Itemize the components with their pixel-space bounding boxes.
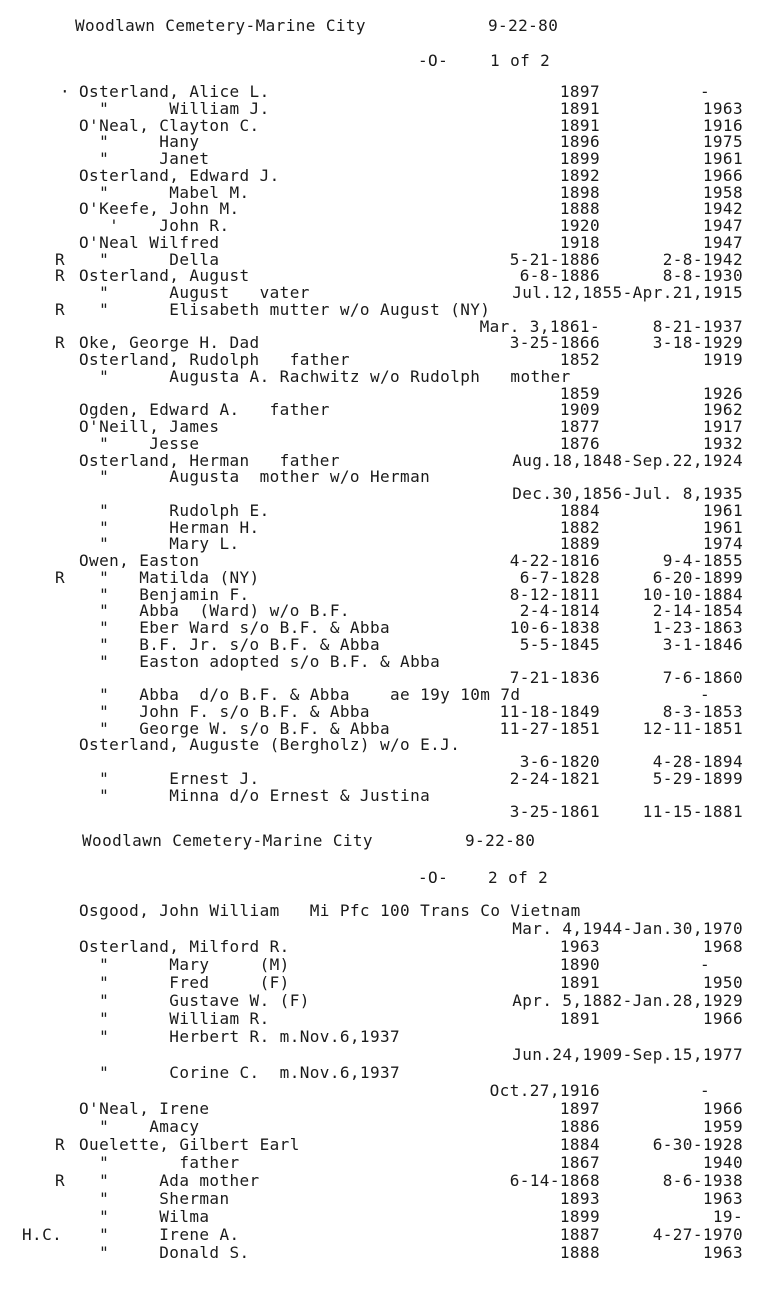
entry-death: 1962 <box>702 400 743 420</box>
page1-entry-row <box>0 334 765 351</box>
entry-marker: R <box>55 1171 66 1190</box>
page2-page-label: 2 of 2 <box>488 868 549 887</box>
page2-entry-row <box>0 1064 765 1081</box>
entry-birth: 1867 <box>559 1153 600 1172</box>
page1-header-date: 9-22-80 <box>488 16 559 35</box>
entry-birth: 1899 <box>559 149 600 168</box>
entry-name: " Amacy <box>79 1117 200 1136</box>
entry-death: 1942 <box>702 199 743 219</box>
page1-entry-row <box>0 770 765 787</box>
entry-name: Osterland, Auguste (Bergholz) w/o E.J. <box>79 735 461 755</box>
page1-entry-row <box>0 636 765 653</box>
entry-birth: 6-14-1868 <box>509 1171 600 1190</box>
entry-death: 4-27-1970 <box>652 1225 743 1244</box>
entry-death: 1966 <box>702 165 743 185</box>
entry-birth: 1891 <box>559 1009 600 1028</box>
entry-birth: Mar. 3,1861- <box>479 316 600 336</box>
entry-name: " Abba (Ward) w/o B.F. <box>79 601 350 621</box>
entry-birth: 1876 <box>559 433 600 453</box>
page1-entry-row <box>0 251 765 268</box>
entry-name: " Elisabeth mutter w/o August (NY) <box>79 299 491 319</box>
entry-death: - <box>699 955 710 974</box>
entry-death: 8-8-1930 <box>662 266 743 286</box>
entry-name: " Minna d/o Ernest & Justina <box>79 785 431 805</box>
page2-header-date: 9-22-80 <box>465 831 536 850</box>
entry-death: 1961 <box>702 149 743 168</box>
page1-entry-row <box>0 267 765 284</box>
entry-birth: 5-5-1845 <box>519 634 600 654</box>
entry-name: Ogden, Edward A. father <box>79 400 330 420</box>
page1-entry-row <box>0 519 765 536</box>
entry-death: 1-23-1863 <box>652 618 743 637</box>
entry-name: " George W. s/o B.F. & Abba <box>79 718 391 738</box>
entry-birth: 1884 <box>559 500 600 520</box>
entry-birth: 2-24-1821 <box>509 768 600 788</box>
page1-entry-row <box>0 803 765 820</box>
page1-entry-row <box>0 703 765 720</box>
entry-birth: 2-4-1814 <box>519 601 600 621</box>
entry-birth: 1888 <box>559 1243 600 1262</box>
entry-marker: R <box>55 299 66 319</box>
page1-entry-row <box>0 552 765 569</box>
entry-death: 1975 <box>702 132 743 152</box>
page1-entry-row <box>0 787 765 804</box>
entry-name: " Ada mother <box>79 1171 260 1190</box>
entry-birth: Jun.24,1909-Sep.15,1977 <box>512 1045 743 1064</box>
entry-death: 1961 <box>702 517 743 537</box>
entry-birth: 3-6-1820 <box>519 752 600 771</box>
page2-entry-row <box>0 1082 765 1099</box>
entry-death: 1963 <box>702 1189 743 1208</box>
entry-birth: 1889 <box>559 534 600 554</box>
entry-name: " Corine C. m.Nov.6,1937 <box>79 1063 401 1082</box>
entry-birth: Mar. 4,1944-Jan.30,1970 <box>512 919 743 938</box>
entry-birth: 1886 <box>559 1117 600 1136</box>
page1-entry-row <box>0 184 765 201</box>
entry-name: " Mary (M) <box>79 955 290 974</box>
entry-name: " Wilma <box>79 1207 210 1226</box>
entry-birth: 1897 <box>559 82 600 101</box>
entry-death: 1963 <box>702 1243 743 1262</box>
entry-death: 5-29-1899 <box>652 768 743 788</box>
page1-entry-row <box>0 602 765 619</box>
entry-birth: Dec.30,1856-Jul. 8,1935 <box>512 484 743 503</box>
page2-entry-row <box>0 992 765 1009</box>
page1-page-label: 1 of 2 <box>490 51 551 70</box>
entry-name: " B.F. Jr. s/o B.F. & Abba <box>79 634 380 654</box>
entry-death: 12-11-1851 <box>642 718 743 738</box>
page2-entry-row <box>0 1190 765 1207</box>
entry-birth: 11-18-1849 <box>499 701 600 721</box>
page1-entry-row <box>0 318 765 335</box>
entry-name: " John F. s/o B.F. & Abba <box>79 701 370 721</box>
page1-entry-row <box>0 284 765 301</box>
page1-entry-row <box>0 234 765 251</box>
page1-entry-row <box>0 586 765 603</box>
page2-entry-row <box>0 1154 765 1171</box>
entry-death: 6-30-1928 <box>652 1135 743 1154</box>
entry-name: " Rudolph E. <box>79 500 270 520</box>
entry-death: 1968 <box>702 937 743 956</box>
entry-death: 6-20-1899 <box>652 567 743 587</box>
entry-name: " Eber Ward s/o B.F. & Abba <box>79 618 391 637</box>
page1-entry-row <box>0 468 765 485</box>
page2-entry-row <box>0 902 765 919</box>
page2-entry-row <box>0 1118 765 1135</box>
entry-marker: H.C. <box>22 1225 63 1244</box>
entry-birth: 1852 <box>559 350 600 369</box>
entry-birth: 10-6-1838 <box>509 618 600 637</box>
entry-birth: 8-12-1811 <box>509 584 600 604</box>
entry-birth: 1890 <box>559 955 600 974</box>
page1-entry-row <box>0 686 765 703</box>
page1-entry-row <box>0 351 765 368</box>
page1-entry-row <box>0 502 765 519</box>
entry-name: " Ernest J. <box>79 768 260 788</box>
entry-birth: 1899 <box>559 1207 600 1226</box>
entry-name: " Benjamin F. <box>79 584 250 604</box>
entry-death: 1959 <box>702 1117 743 1136</box>
entry-marker: R <box>55 249 66 269</box>
entry-name: O'Neal, Clayton C. <box>79 115 260 135</box>
entry-name: O'Neal, Irene <box>79 1099 210 1118</box>
page1-entry-row <box>0 167 765 184</box>
entry-death: 1947 <box>702 216 743 235</box>
page2-entry-row <box>0 1010 765 1027</box>
page2-entry-row <box>0 974 765 991</box>
page1-entry-row <box>0 569 765 586</box>
entry-birth: 1882 <box>559 517 600 537</box>
page2-entry-row <box>0 938 765 955</box>
entry-death: 8-3-1853 <box>662 701 743 721</box>
entry-death: 3-1-1846 <box>662 634 743 654</box>
entry-death: 1961 <box>702 500 743 520</box>
entry-birth: 1891 <box>559 115 600 135</box>
entry-death: 1926 <box>702 383 743 403</box>
entry-name: " Donald S. <box>79 1243 250 1262</box>
entry-name: " Easton adopted s/o B.F. & Abba <box>79 651 441 671</box>
page1-entry-row <box>0 100 765 117</box>
entry-birth: 4-22-1816 <box>509 551 600 570</box>
page2-entry-row <box>0 1028 765 1045</box>
page2-entry-row <box>0 1100 765 1117</box>
entry-birth: 11-27-1851 <box>499 718 600 738</box>
entry-death: 1966 <box>702 1099 743 1118</box>
entry-name: " Mary L. <box>79 534 240 554</box>
entry-name: " William R. <box>79 1009 270 1028</box>
entry-name: Osterland, Herman father <box>79 450 340 470</box>
entry-death: 1932 <box>702 433 743 453</box>
page1-entry-row <box>0 200 765 217</box>
entry-name: O'Keefe, John M. <box>79 199 240 219</box>
entry-birth: 1891 <box>559 98 600 118</box>
entry-birth: Apr. 5,1882-Jan.28,1929 <box>512 991 743 1010</box>
entry-name: " William J. <box>79 98 270 118</box>
page2-entry-row <box>0 1226 765 1243</box>
entry-name: " Augusta mother w/o Herman <box>79 467 431 487</box>
page1-entry-row <box>0 83 765 100</box>
page1-entry-row <box>0 535 765 552</box>
entry-marker: R <box>55 1135 66 1154</box>
entry-name: " Gustave W. (F) <box>79 991 310 1010</box>
entry-death: 9-4-1855 <box>662 551 743 570</box>
page1-entry-row <box>0 669 765 686</box>
page1-header-title: Woodlawn Cemetery-Marine City <box>75 16 366 35</box>
entry-name: " Sherman <box>79 1189 230 1208</box>
entry-death: 1940 <box>702 1153 743 1172</box>
entry-death: 4-28-1894 <box>652 752 743 771</box>
page1-entry-row <box>0 653 765 670</box>
entry-name: Osgood, John William Mi Pfc 100 Trans Co Vietnam <box>79 901 581 920</box>
page2-entry-row <box>0 1244 765 1261</box>
entry-name: Oke, George H. Dad <box>79 333 260 353</box>
page1-entry-row <box>0 485 765 502</box>
entry-birth: 1963 <box>559 937 600 956</box>
entry-death: 1917 <box>702 417 743 436</box>
entry-name: O'Neal Wilfred <box>79 232 220 252</box>
page1-entry-row <box>0 217 765 234</box>
page2-header-title: Woodlawn Cemetery-Marine City <box>82 831 373 850</box>
entry-death: 10-10-1884 <box>642 584 743 604</box>
entry-birth: 3-25-1861 <box>509 802 600 822</box>
entry-name: " Abba d/o B.F. & Abba ae 19y 10m 7d <box>79 685 521 704</box>
entry-death: 1947 <box>702 232 743 252</box>
entry-name: Owen, Easton <box>79 551 200 570</box>
entry-name: " Fred (F) <box>79 973 290 992</box>
page1-entry-row <box>0 753 765 770</box>
entry-death: 1974 <box>702 534 743 554</box>
entry-name: Osterland, Rudolph father <box>79 350 350 369</box>
page1-entry-row <box>0 301 765 318</box>
entry-name: Osterland, Milford R. <box>79 937 290 956</box>
entry-birth: 1884 <box>559 1135 600 1154</box>
entry-birth: Aug.18,1848-Sep.22,1924 <box>512 450 743 470</box>
entry-marker: R <box>55 266 66 286</box>
page1-marker: -O- <box>418 51 449 70</box>
page1-entry-row <box>0 150 765 167</box>
entry-name: " Irene A. <box>79 1225 240 1244</box>
page1-entry-row <box>0 385 765 402</box>
entry-name: Osterland, Alice L. <box>79 82 270 101</box>
entry-birth: 1920 <box>559 216 600 235</box>
entry-name: " Hany <box>79 132 200 152</box>
entry-birth: 1859 <box>559 383 600 403</box>
entry-birth: 5-21-1886 <box>509 249 600 269</box>
entry-name: " Matilda (NY) <box>79 567 260 587</box>
entry-death: 2-8-1942 <box>662 249 743 269</box>
entry-birth: 1898 <box>559 182 600 202</box>
entry-name: " August vater <box>79 283 310 302</box>
entry-birth: 1887 <box>559 1225 600 1244</box>
entry-name: " Della <box>79 249 220 269</box>
entry-birth: 1897 <box>559 1099 600 1118</box>
entry-marker: R <box>55 567 66 587</box>
page1-entry-row <box>0 401 765 418</box>
entry-birth: 1891 <box>559 973 600 992</box>
entry-marker: R <box>55 333 66 353</box>
entry-death: 1963 <box>702 98 743 118</box>
entry-birth: Jul.12,1855-Apr.21,1915 <box>512 283 743 302</box>
entry-death: 1966 <box>702 1009 743 1028</box>
entry-death: 1950 <box>702 973 743 992</box>
entry-name: " Herbert R. m.Nov.6,1937 <box>79 1027 401 1046</box>
entry-birth: 1909 <box>559 400 600 420</box>
entry-name: " Janet <box>79 149 210 168</box>
entry-birth: 1888 <box>559 199 600 219</box>
page2-entry-row <box>0 1172 765 1189</box>
entry-death: - <box>699 82 710 101</box>
entry-name: " Mabel M. <box>79 182 250 202</box>
page2-entry-row <box>0 1136 765 1153</box>
entry-birth: 3-25-1866 <box>509 333 600 353</box>
page1-entry-row <box>0 133 765 150</box>
entry-death: 1958 <box>702 182 743 202</box>
page1-entry-row <box>0 418 765 435</box>
entry-death: 8-6-1938 <box>662 1171 743 1190</box>
entry-death: 2-14-1854 <box>652 601 743 621</box>
entry-name: " Augusta A. Rachwitz w/o Rudolph mother <box>79 366 571 386</box>
entry-name: ' John R. <box>79 216 230 235</box>
entry-death: 8-21-1937 <box>652 316 743 336</box>
entry-birth: 6-7-1828 <box>519 567 600 587</box>
entry-death: 7-6-1860 <box>662 668 743 688</box>
page1-entry-row <box>0 736 765 753</box>
entry-name: " father <box>79 1153 240 1172</box>
entry-name: Osterland, Edward J. <box>79 165 280 185</box>
entry-birth: 7-21-1836 <box>509 668 600 688</box>
entry-name: Ouelette, Gilbert Earl <box>79 1135 300 1154</box>
page1-entry-row <box>0 435 765 452</box>
entry-birth: 1918 <box>559 232 600 252</box>
page1-entry-row <box>0 452 765 469</box>
entry-death: 1919 <box>702 350 743 369</box>
page1-entry-row <box>0 117 765 134</box>
entry-marker: · <box>60 82 71 101</box>
entry-name: Osterland, August <box>79 266 250 286</box>
entry-death: 19- <box>712 1207 743 1226</box>
page2-entry-row <box>0 1046 765 1063</box>
entry-name: " Herman H. <box>79 517 260 537</box>
page1-entry-row <box>0 368 765 385</box>
entry-death: 1916 <box>702 115 743 135</box>
entry-death: - <box>699 1081 710 1100</box>
page1-entry-row <box>0 720 765 737</box>
entry-death: - <box>699 685 710 704</box>
entry-birth: Oct.27,1916 <box>489 1081 600 1100</box>
entry-death: 11-15-1881 <box>642 802 743 822</box>
page2-entry-row <box>0 1208 765 1225</box>
entry-name: O'Neill, James <box>79 417 220 436</box>
entry-death: 3-18-1929 <box>652 333 743 353</box>
entry-birth: 1896 <box>559 132 600 152</box>
page2-entry-row <box>0 956 765 973</box>
page1-entry-row <box>0 619 765 636</box>
page2-entry-row <box>0 920 765 937</box>
entry-birth: 1893 <box>559 1189 600 1208</box>
entry-birth: 1892 <box>559 165 600 185</box>
entry-birth: 1877 <box>559 417 600 436</box>
page2-marker: -O- <box>418 868 449 887</box>
entry-birth: 6-8-1886 <box>519 266 600 286</box>
entry-name: " Jesse <box>79 433 200 453</box>
